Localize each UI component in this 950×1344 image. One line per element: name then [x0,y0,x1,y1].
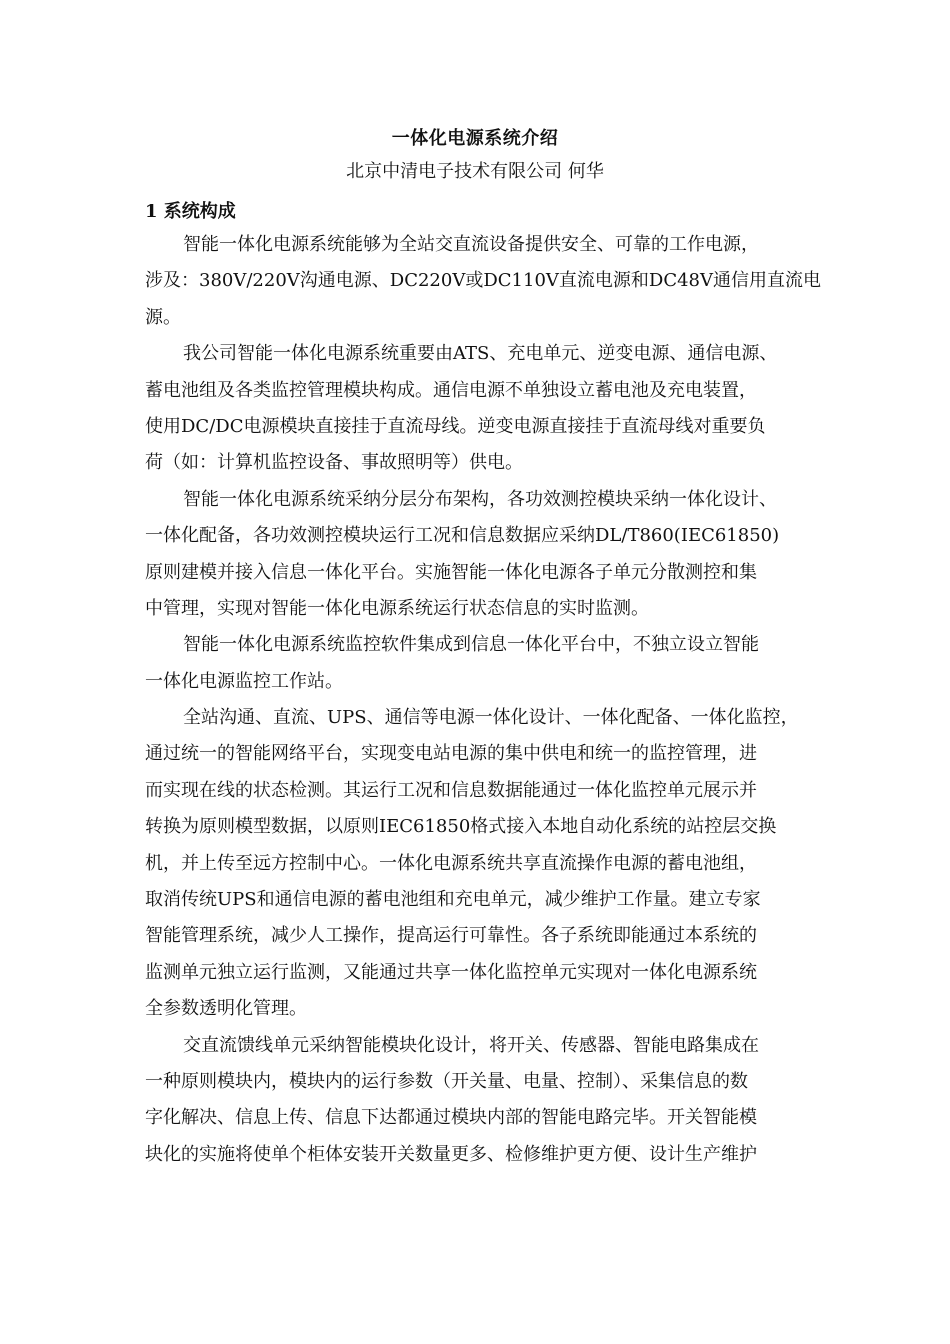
paragraph-line: 取消传统UPS和通信电源的蓄电池组和充电单元，减少维护工作量。建立专家 [145,889,761,911]
paragraph-line: 智能一体化电源系统采纳分层分布架构，各功效测控模块采纳一体化设计、 [183,488,777,510]
paragraph-line: 块化的实施将使单个柜体安装开关数量更多、检修维护更方便、设计生产维护 [145,1143,757,1165]
paragraph-line: 蓄电池组及各类监控管理模块构成。通信电源不单独设立蓄电池及充电装置， [145,379,757,401]
paragraph-line: 全参数透明化管理。 [145,998,307,1020]
paragraph-line: 智能一体化电源系统能够为全站交直流设备提供安全、可靠的工作电源， [183,234,759,255]
paragraph [145,488,815,621]
paragraph [145,342,815,475]
document-title: 一体化电源系统介绍 [391,128,559,149]
paragraph [145,1034,815,1167]
paragraph-line: 一体化配备，各功效测控模块运行工况和信息数据应采纳DL/T860(IEC61850) [145,525,780,547]
paragraph-line: 而实现在线的状态检测。其运行工况和信息数据能通过一体化监控单元展示并 [145,779,757,801]
paragraph-line: 一体化电源监控工作站。 [145,670,343,692]
paragraph-line: 交直流馈线单元采纳智能模块化设计，将开关、传感器、智能电路集成在 [183,1034,759,1056]
paragraph-line: 使用DC/DC电源模块直接挂于直流母线。逆变电源直接挂于直流母线对重要负 [145,415,766,437]
document-subtitle: 北京中清电子技术有限公司 何华 [346,161,604,182]
paragraph-line: 字化解决、信息上传、信息下达都通过模块内部的智能电路完毕。开关智能模 [145,1107,757,1129]
paragraph-line: 监测单元独立运行监测，又能通过共享一体化监控单元实现对一体化电源系统 [145,961,757,983]
paragraph-line: 机，并上传至远方控制中心。一体化电源系统共享直流操作电源的蓄电池组， [145,852,757,874]
paragraph-line: 中管理，实现对智能一体化电源系统运行状态信息的实时监测。 [145,597,649,619]
paragraph-line: 涉及：380V/220V沟通电源、DC220V或DC110V直流电源和DC48V通信用直流电 [145,270,821,292]
paragraph-line: 我公司智能一体化电源系统重要由ATS、充电单元、逆变电源、通信电源、 [183,343,778,365]
paragraph [145,233,821,330]
paragraph-line: 荷（如：计算机监控设备、事故照明等）供电。 [145,452,523,474]
paragraph-line: 转换为原则模型数据，以原则IEC61850格式接入本地自动化系统的站控层交换 [145,816,777,838]
paragraph-line: 全站沟通、直流、UPS、通信等电源一体化设计、一体化配备、一体化监控， [183,707,799,729]
document-body [145,233,821,1179]
paragraph [145,633,815,693]
paragraph [145,706,815,1021]
paragraph-line: 原则建模并接入信息一体化平台。实施智能一体化电源各子单元分散测控和集 [145,561,757,583]
paragraph-line: 通过统一的智能网络平台，实现变电站电源的集中供电和统一的监控管理，进 [145,743,757,765]
paragraph-line: 源。 [145,306,181,328]
section-heading: 1 系统构成 [145,201,236,222]
paragraph-line: 智能管理系统，减少人工操作，提高运行可靠性。各子系统即能通过本系统的 [145,925,757,947]
paragraph-line: 一种原则模块内，模块内的运行参数（开关量、电量、控制）、采集信息的数 [145,1070,748,1092]
paragraph-line: 智能一体化电源系统监控软件集成到信息一体化平台中，不独立设立智能 [183,634,759,656]
